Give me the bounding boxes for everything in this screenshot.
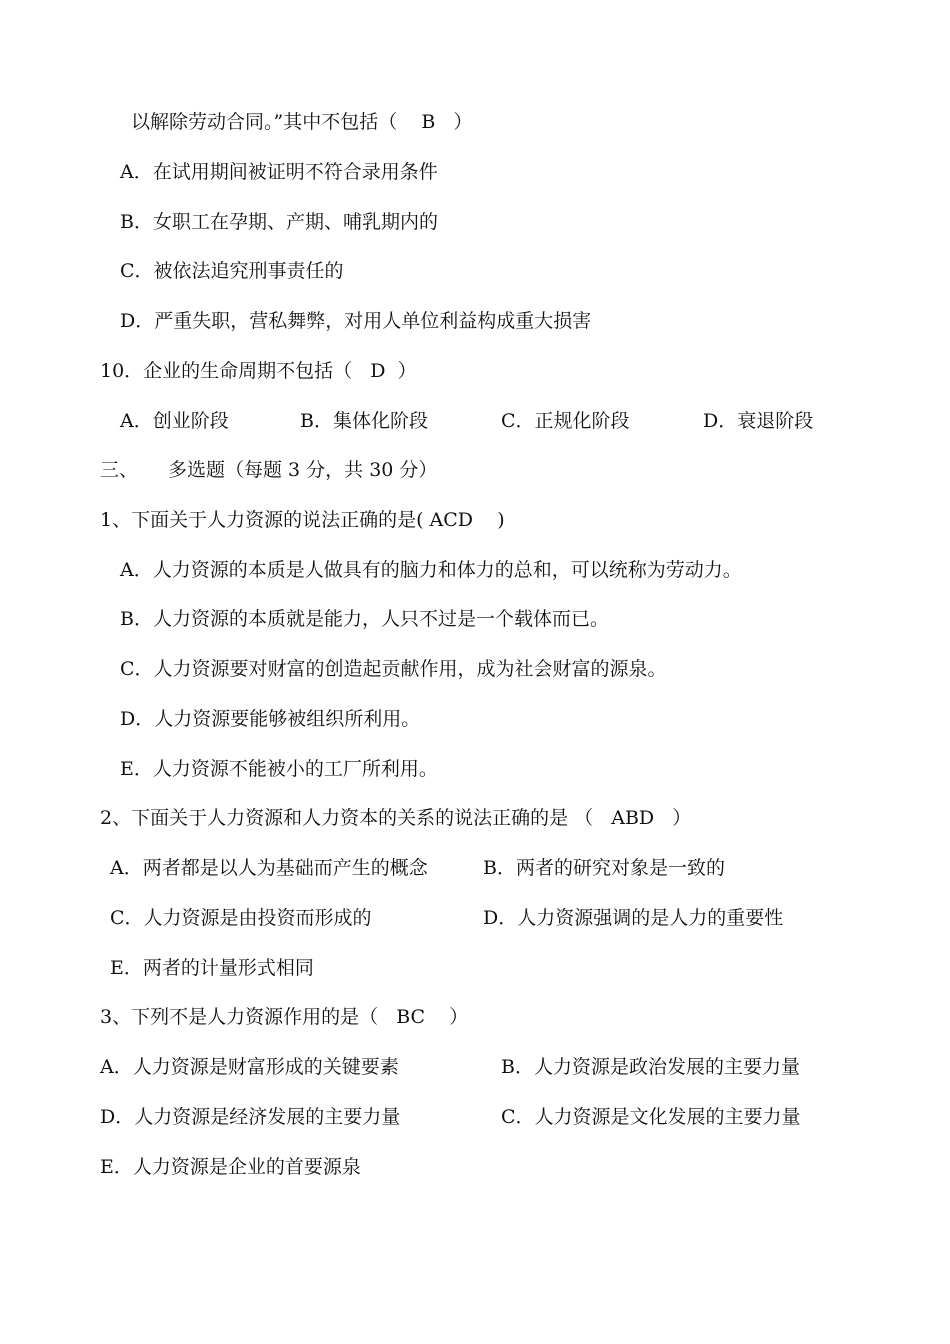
mq1-option-a-line — [0, 554, 950, 586]
mq1-stem-line — [0, 504, 950, 536]
section3-heading — [0, 454, 950, 486]
mq3-option-c: C．人力资源是文化发展的主要力量 — [501, 1106, 801, 1128]
mq3-option-b: B．人力资源是政治发展的主要力量 — [501, 1056, 800, 1078]
mq1-option-c-line — [0, 653, 950, 685]
mq1-option-d: D．人力资源要能够被组织所利用。 — [120, 708, 421, 730]
mq3-stem: 3、下列不是人力资源作用的是（ BC ） — [100, 1006, 469, 1028]
q10-option-d: D．衰退阶段 — [703, 410, 814, 432]
q9-option-c-line — [0, 255, 950, 287]
section3-number: 三、 — [100, 459, 139, 481]
mq2-stem: 2、下面关于人力资源和人力资本的关系的说法正确的是 （ ABD ） — [100, 807, 692, 829]
mq2-option-a: A．两者都是以人为基础而产生的概念 — [110, 857, 428, 879]
mq2-option-d: D．人力资源强调的是人力的重要性 — [483, 907, 784, 929]
mq1-option-e: E．人力资源不能被小的工厂所利用。 — [120, 758, 438, 780]
mq1-option-b: B．人力资源的本质就是能力，人只不过是一个载体而已。 — [120, 608, 609, 630]
q9-option-a-line — [0, 156, 950, 188]
mq1-option-b-line — [0, 603, 950, 635]
mq2-stem-line — [0, 802, 950, 834]
mq3-option-a: A．人力资源是财富形成的关键要素 — [100, 1056, 399, 1078]
section3-title: 多选题（每题 3 分，共 30 分） — [168, 459, 438, 481]
q9-stem-line — [0, 106, 950, 138]
mq3-option-e: E．人力资源是企业的首要源泉 — [100, 1156, 361, 1178]
mq3-option-d: D．人力资源是经济发展的主要力量 — [100, 1106, 401, 1128]
q10-option-b: B．集体化阶段 — [300, 410, 428, 432]
mq2-options-cd-line — [0, 902, 950, 934]
mq3-stem-line — [0, 1001, 950, 1033]
mq1-option-e-line — [0, 753, 950, 785]
mq3-options-dc-line — [0, 1101, 950, 1133]
q9-option-a: A．在试用期间被证明不符合录用条件 — [120, 161, 438, 183]
mq1-option-c: C．人力资源要对财富的创造起贡献作用，成为社会财富的源泉。 — [120, 658, 667, 680]
mq3-option-e-line — [0, 1151, 950, 1183]
mq2-option-e-line — [0, 952, 950, 984]
q10-option-a: A．创业阶段 — [120, 410, 229, 432]
q9-option-d: D．严重失职，营私舞弊，对用人单位利益构成重大损害 — [120, 310, 592, 332]
q9-option-d-line — [0, 305, 950, 337]
mq1-option-a: A．人力资源的本质是人做具有的脑力和体力的总和，可以统称为劳动力。 — [120, 559, 742, 581]
mq1-stem: 1、下面关于人力资源的说法正确的是( ACD ) — [100, 509, 505, 531]
q9-option-c: C．被依法追究刑事责任的 — [120, 260, 344, 282]
q10-options-line — [0, 405, 950, 437]
q9-stem-tail: 以解除劳动合同。”其中不包括（ B ） — [131, 111, 473, 133]
q9-option-b-line — [0, 206, 950, 238]
q10-option-c: C．正规化阶段 — [501, 410, 630, 432]
mq2-option-b: B．两者的研究对象是一致的 — [483, 857, 725, 879]
mq1-option-d-line — [0, 703, 950, 735]
q10-stem: 10．企业的生命周期不包括（ D ） — [100, 360, 417, 382]
mq2-option-e: E．两者的计量形式相同 — [110, 957, 314, 979]
mq2-options-ab-line — [0, 852, 950, 884]
mq3-options-ab-line — [0, 1051, 950, 1083]
q9-option-b: B．女职工在孕期、产期、哺乳期内的 — [120, 211, 438, 233]
q10-stem-line — [0, 355, 950, 387]
mq2-option-c: C．人力资源是由投资而形成的 — [110, 907, 372, 929]
